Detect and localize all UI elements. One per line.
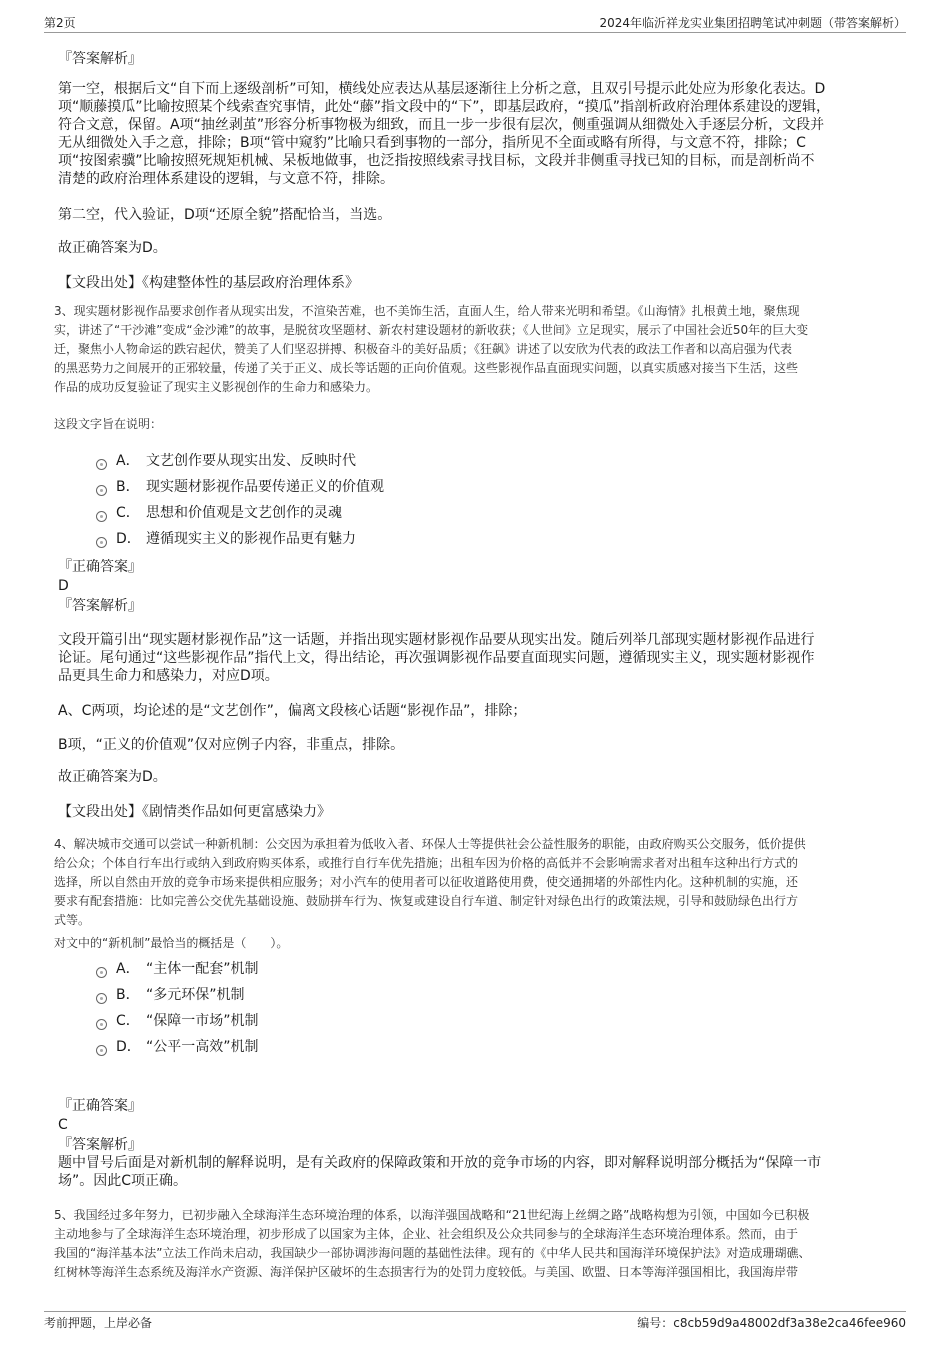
document-code: 编号：c8cb59d9a48002df3a38e2ca46fee960 [637,1316,906,1330]
q2-conclusion: 故正确答案为D。 [58,240,167,256]
q3-stem-line: 作品的成功反复验证了现实主义影视创作的生命力和感染力。 [54,380,379,394]
q5-stem-line: 我国的“海洋基本法”立法工作尚未启动，我国缺少一部协调涉海问题的基础性法律。现有的《中华人民共和国海洋环境保护法》对造成珊瑚礁、 [54,1246,811,1260]
radio-icon[interactable] [96,1045,107,1056]
q4-option-a[interactable] [96,959,259,979]
q3-stem-line: 3、现实题材影视作品要求创作者从现实出发，不渲染苦难，也不美饰生活，直面人生，给人带来光明和希望。《山海情》扎根黄土地，聚焦现 [54,304,800,318]
q3-conclusion: 故正确答案为D。 [58,769,167,785]
q4-stem-line: 选择，所以自然由开放的竞争市场来提供相应服务；对小汽车的使用者可以征收道路使用费，使交通拥堵的外部性内化。这种机制的实施，还 [54,875,799,889]
q4-analysis-line: 场”。因此C项正确。 [58,1173,188,1189]
q3-stem-line: 的黑恶势力之间展开的正邪较量，传递了关于正义、成长等话题的正向价值观。这些影视作品直面现实问题，以真实质感对接当下生活，这些 [54,361,799,375]
option-letter: C． [116,505,140,521]
q4-stem-line: 给公众；个体自行车出行或纳入到政府购买体系，或推行自行车优先措施；出租车因为价格的高低并不会影响需求者对出租车这种出行方式的 [54,856,799,870]
option-letter: D． [116,1039,141,1055]
document-title: 2024年临沂祥龙实业集团招聘笔试冲刺题（带答案解析） [599,16,906,30]
q4-option-c[interactable] [96,1011,259,1031]
radio-icon[interactable] [96,511,107,522]
radio-icon[interactable] [96,967,107,978]
q3-source: 【文段出处】《剧情类作品如何更富感染力》 [58,804,331,820]
q3-analysis-label: 『答案解析』 [58,598,142,614]
q5-stem [54,1206,896,1282]
radio-icon[interactable] [96,993,107,1004]
q3-analysis-line: 论证。尾句通过“这些影视作品”指代上文，得出结论，再次强调影视作品要直面现实问题，遵循现实主义，现实题材影视作 [58,650,815,666]
q4-stem [54,835,896,930]
page-number: 第2页 [44,16,76,30]
footer-slogan: 考前押题，上岸必备 [44,1316,153,1330]
option-letter: C． [116,1013,140,1029]
q2-analysis-line: 第一空，根据后文“自下而上逐级剖析”可知，横线处应表达从基层逐渐往上分析之意，且双引号提示此处应为形象化表达。D [58,81,826,97]
q3-analysis-line: 文段开篇引出“现实题材影视作品”这一话题，并指出现实题材影视作品要从现实出发。随后列举几部现实题材影视作品进行 [58,632,815,648]
q3-question: 这段文字旨在说明： [54,417,163,431]
option-text: “保障一市场”机制 [146,1013,259,1029]
option-text: “主体一配套”机制 [146,961,259,977]
q3-option-a[interactable] [96,451,356,471]
q4-option-d[interactable] [96,1037,259,1057]
q4-stem-line: 要求有配套措施：比如完善公交优先基础设施、鼓励拼车行为、恢复或建设自行车道、制定针对绿色出行的政策法规，引导和鼓励绿色出行方 [54,894,799,908]
q4-question: 对文中的“新机制”最恰当的概括是（ ）。 [54,936,289,950]
q2-analysis-line: 项“顺藤摸瓜”比喻按照某个线索查究事情，此处“藤”指文段中的“下”，即基层政府，“摸瓜”指剖析政府治理体系建设的逻辑， [58,99,831,115]
radio-icon[interactable] [96,537,107,548]
q4-analysis [58,1154,888,1190]
q2-second-blank: 第二空，代入验证，D项“还原全貌”搭配恰当，当选。 [58,207,392,223]
q3-analysis-line: 品更具生命力和感染力，对应D项。 [58,668,279,684]
q5-stem-line: 红树林等海洋生态系统及海洋水产资源、海洋保护区破坏的生态损害行为的处罚力度较低。与美国、欧盟、日本等海洋强国相比，我国海岸带 [54,1265,799,1279]
option-letter: A． [116,961,140,977]
q4-stem-line: 4、解决城市交通可以尝试一种新机制：公交因为承担着为低收入者、环保人士等提供社会公益性服务的职能，由政府购买公交服务，低价提供 [54,837,806,851]
q3-answer-label: 『正确答案』 [58,559,142,575]
option-text: “多元环保”机制 [146,987,245,1003]
q3-stem-line: 实，讲述了“干沙滩”变成“金沙滩”的故事，是脱贫攻坚题材、新农村建设题材的新收获；《人世间》立足现实，展示了中国社会近50年的巨大变 [54,323,809,337]
q3-option-c[interactable] [96,503,342,523]
q4-stem-line: 式等。 [54,913,91,927]
option-letter: B． [116,479,140,495]
q3-stem-line: 迁，聚焦小人物命运的跌宕起伏，赞美了人们坚忍拼搏、积极奋斗的美好品质；《狂飙》讲述了以安欣为代表的政法工作者和以高启强为代表 [54,342,793,356]
q3-note-ac: A、C两项，均论述的是“文艺创作”，偏离文段核心话题“影视作品”，排除； [58,703,527,719]
q2-analysis-line: 项“按图索骥”比喻按照死规矩机械、呆板地做事，也泛指按照线索寻找目标，文段并非侧重寻找已知的目标，而是剖析尚不 [58,153,815,169]
q2-analysis-line: 清楚的政府治理体系建设的逻辑，与文意不符，排除。 [58,171,394,187]
q2-analysis [58,80,888,188]
option-letter: B． [116,987,140,1003]
q3-option-b[interactable] [96,477,384,497]
radio-icon[interactable] [96,459,107,470]
q5-stem-line: 主动地参与了全球海洋生态环境治理，初步形成了以国家为主体，企业、社会组织及公众共同参与的全球海洋生态环境治理体系。然而，由于 [54,1227,799,1241]
q3-note-b: B项，“正义的价值观”仅对应例子内容，非重点，排除。 [58,737,405,753]
option-text: 文艺创作要从现实出发、反映时代 [146,453,356,469]
option-text: 遵循现实主义的影视作品更有魅力 [146,531,356,547]
q3-answer: D [58,578,69,594]
q2-analysis-label: 『答案解析』 [58,51,142,67]
option-letter: A． [116,453,140,469]
q4-option-b[interactable] [96,985,245,1005]
q4-answer-label: 『正确答案』 [58,1098,142,1114]
radio-icon[interactable] [96,1019,107,1030]
q2-source: 【文段出处】《构建整体性的基层政府治理体系》 [58,275,359,291]
radio-icon[interactable] [96,485,107,496]
footer-divider [44,1311,906,1312]
q4-answer: C [58,1117,68,1133]
q4-analysis-label: 『答案解析』 [58,1137,142,1153]
option-text: “公平一高效”机制 [146,1039,259,1055]
q2-analysis-line: 符合文意，保留。A项“抽丝剥茧”形容分析事物极为细致，而且一步一步很有层次，侧重强调从细微处入手逐层分析，文段并 [58,117,825,133]
option-text: 思想和价值观是文艺创作的灵魂 [146,505,342,521]
q2-analysis-line: 无从细微处入手之意，排除；B项“管中窥豹”比喻只看到事物的一部分，指所见不全面或略有所得，与文意不符，排除；C [58,135,806,151]
q3-stem [54,302,896,397]
option-text: 现实题材影视作品要传递正义的价值观 [146,479,384,495]
header-divider [44,32,906,33]
q5-stem-line: 5、我国经过多年努力，已初步融入全球海洋生态环境治理的体系，以海洋强国战略和“21世纪海上丝绸之路”战略构想为引领，中国如今已积极 [54,1208,810,1222]
q4-analysis-line: 题中冒号后面是对新机制的解释说明，是有关政府的保障政策和开放的竞争市场的内容，即对解释说明部分概括为“保障一市 [58,1155,822,1171]
q3-option-d[interactable] [96,529,356,549]
option-letter: D． [116,531,141,547]
q3-analysis [58,631,888,685]
